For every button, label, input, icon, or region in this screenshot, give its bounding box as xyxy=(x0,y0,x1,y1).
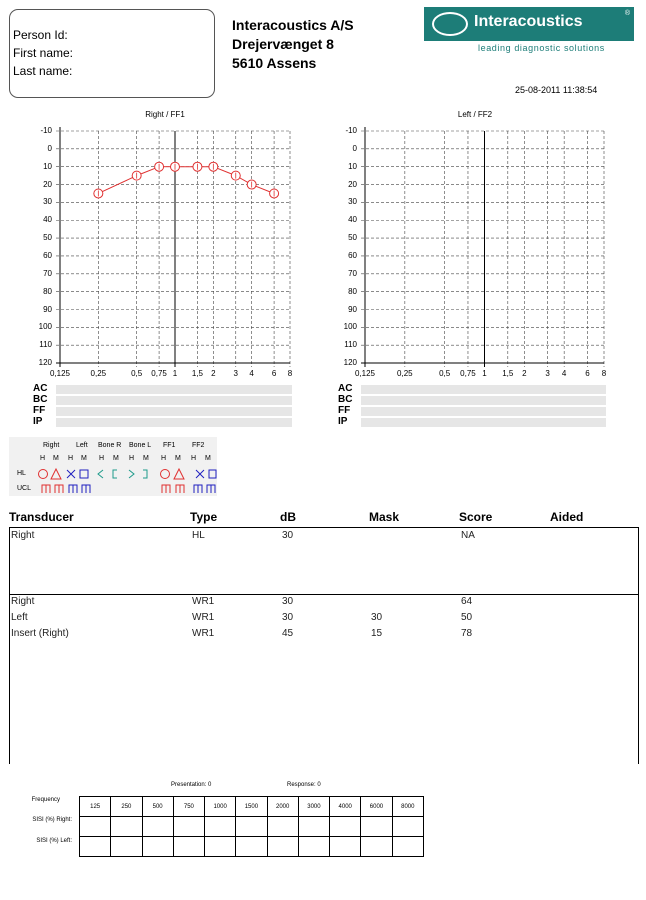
company-logo xyxy=(424,7,634,41)
table-cell: Right xyxy=(11,596,35,607)
y-tick-label: 30 xyxy=(348,197,357,207)
legend-ucl-symbol xyxy=(176,485,184,493)
globe-icon xyxy=(432,12,468,36)
legend-cross-symbol xyxy=(196,470,204,478)
legend-circle-symbol xyxy=(161,470,170,479)
sisi-value-cell xyxy=(236,837,267,857)
y-tick-label: 20 xyxy=(348,179,357,189)
y-tick-label: 90 xyxy=(348,304,357,314)
y-tick-label: 50 xyxy=(43,233,52,243)
y-tick-label: 20 xyxy=(43,179,52,189)
sisi-value-cell xyxy=(361,837,392,857)
sisi-frequency-cell: 500 xyxy=(142,797,173,817)
table-column-header: Aided xyxy=(550,510,584,524)
sisi-value-cell xyxy=(298,817,329,837)
chart-title: Right / FF1 xyxy=(145,110,185,119)
sisi-table xyxy=(79,796,424,857)
table-cell: Insert (Right) xyxy=(11,628,69,639)
sisi-right-row xyxy=(80,817,424,837)
y-tick-label: 110 xyxy=(39,340,52,350)
row-label: BC xyxy=(338,394,353,406)
sisi-value-cell xyxy=(80,817,111,837)
audiogram-left xyxy=(335,110,615,430)
legend-column-header: FF1 xyxy=(163,442,176,449)
x-tick-label: 1,5 xyxy=(502,369,514,379)
x-tick-label: 8 xyxy=(601,369,607,379)
sisi-value-cell xyxy=(142,817,173,837)
legend-sub-header: H xyxy=(40,455,46,462)
legend-bone-symbol xyxy=(129,470,134,478)
sisi-frequency-cell: 1000 xyxy=(205,797,236,817)
sisi-value-cell xyxy=(330,837,361,857)
table-cell: 30 xyxy=(371,612,383,623)
sisi-left-label: SISI (%) Left: xyxy=(36,838,72,844)
sisi-right-label: SISI (%) Right: xyxy=(32,817,72,823)
sisi-frequency-cell: 6000 xyxy=(361,797,392,817)
sisi-presentation: Presentation: 0 xyxy=(171,782,212,788)
table-cell: 30 xyxy=(282,530,294,541)
speech-table-header xyxy=(9,510,639,526)
y-tick-label: 80 xyxy=(43,286,52,296)
audiogram-grid xyxy=(30,110,300,375)
registered-mark: ® xyxy=(624,10,630,17)
y-tick-label: 10 xyxy=(43,161,52,171)
legend-triangle-symbol xyxy=(51,469,61,479)
sisi-value-cell xyxy=(392,817,423,837)
row-label: IP xyxy=(338,416,348,428)
legend-sub-header: M xyxy=(113,455,119,462)
person-id-label: Person Id: xyxy=(13,28,68,42)
sisi-value-cell xyxy=(205,817,236,837)
sisi-value-cell xyxy=(267,837,298,857)
x-tick-label: 4 xyxy=(249,369,254,379)
x-tick-label: 3 xyxy=(233,369,238,379)
x-tick-label: 1 xyxy=(482,369,487,379)
row-label: IP xyxy=(33,416,43,428)
table-cell: WR1 xyxy=(192,612,215,623)
sisi-frequency-cell: 750 xyxy=(173,797,204,817)
x-tick-label: 0,5 xyxy=(439,369,451,379)
row-bar xyxy=(56,407,292,416)
sisi-frequency-cell: 8000 xyxy=(392,797,423,817)
x-tick-label: 0,125 xyxy=(354,369,376,379)
legend-ucl-symbol xyxy=(55,485,63,493)
sisi-frequency-cell: 3000 xyxy=(298,797,329,817)
legend-ucl-symbol xyxy=(207,485,215,493)
table-cell: 45 xyxy=(282,628,294,639)
legend-sub-header: M xyxy=(143,455,149,462)
legend-cross-symbol xyxy=(67,470,75,478)
legend-circle-symbol xyxy=(39,470,48,479)
legend-column-header: FF2 xyxy=(192,442,205,449)
y-tick-label: 100 xyxy=(343,322,357,332)
y-tick-label: 40 xyxy=(348,215,357,225)
sisi-frequency-cell: 250 xyxy=(111,797,142,817)
logo-text: Interacoustics xyxy=(474,13,583,30)
y-tick-label: 60 xyxy=(348,250,357,260)
x-tick-label: 6 xyxy=(271,369,277,379)
x-tick-label: 6 xyxy=(585,369,590,379)
table-cell: NA xyxy=(461,530,475,541)
clinic-city: 5610 Assens xyxy=(232,55,317,71)
legend-sub-header: H xyxy=(129,455,135,462)
legend-sub-header: H xyxy=(191,455,197,462)
sisi-value-cell xyxy=(361,817,392,837)
chart-title: Left / FF2 xyxy=(457,110,493,119)
logo-tagline: leading diagnostic solutions xyxy=(478,43,605,53)
y-tick-label: 0 xyxy=(47,143,52,153)
x-tick-label: 4 xyxy=(561,369,567,379)
last-name-label: Last name: xyxy=(13,64,73,78)
y-tick-label: -10 xyxy=(40,126,52,135)
table-cell: WR1 xyxy=(192,628,215,639)
sisi-value-cell xyxy=(142,837,173,857)
audiogram-right xyxy=(30,110,300,430)
row-bar xyxy=(361,407,606,416)
speech-wr-box xyxy=(9,594,639,764)
row-label: FF xyxy=(33,405,46,417)
y-tick-label: 0 xyxy=(352,143,357,153)
y-tick-label: -10 xyxy=(345,126,357,135)
legend-ucl-symbol xyxy=(69,485,77,493)
y-tick-label: 30 xyxy=(43,197,52,207)
row-label: BC xyxy=(33,394,48,406)
sisi-value-cell xyxy=(173,837,204,857)
legend-column-header: Bone R xyxy=(98,442,122,449)
x-tick-label: 0,25 xyxy=(397,369,413,379)
y-tick-label: 70 xyxy=(43,268,52,278)
y-tick-label: 10 xyxy=(348,161,357,171)
legend-sub-header: M xyxy=(205,455,211,462)
audiogram-grid xyxy=(335,110,614,375)
x-tick-label: 3 xyxy=(545,369,550,379)
table-cell: 30 xyxy=(282,596,294,607)
legend-sub-header: H xyxy=(68,455,74,462)
legend-sub-header: H xyxy=(161,455,167,462)
table-cell: Left xyxy=(11,612,28,623)
table-cell: 78 xyxy=(461,628,473,639)
data-line-segment xyxy=(98,176,136,194)
y-tick-label: 120 xyxy=(343,358,357,368)
sisi-value-cell xyxy=(298,837,329,857)
symbol-legend xyxy=(9,437,217,496)
table-cell: Right xyxy=(11,530,35,541)
legend-square-symbol xyxy=(209,470,216,478)
y-tick-label: 40 xyxy=(43,215,52,225)
legend-bone-symbol xyxy=(113,470,117,478)
sisi-frequency-row xyxy=(80,797,424,817)
table-column-header: Type xyxy=(190,510,218,524)
sisi-frequency-cell: 125 xyxy=(80,797,111,817)
sisi-value-cell xyxy=(392,837,423,857)
table-cell: 15 xyxy=(371,628,383,639)
table-cell: 64 xyxy=(461,596,473,607)
table-column-header: Transducer xyxy=(9,510,74,524)
x-tick-label: 0,75 xyxy=(151,369,167,379)
table-cell: HL xyxy=(192,530,205,541)
y-tick-label: 50 xyxy=(348,233,357,243)
legend-column-header: Left xyxy=(76,442,88,449)
legend-sub-header: M xyxy=(81,455,87,462)
clinic-street: Drejervænget 8 xyxy=(232,36,334,52)
legend-column-header: Right xyxy=(43,442,60,449)
table-cell: 50 xyxy=(461,612,473,623)
row-bar xyxy=(361,385,606,394)
x-tick-label: 2 xyxy=(522,369,527,379)
sisi-value-cell xyxy=(80,837,111,857)
sisi-value-cell xyxy=(111,817,142,837)
legend-symbols xyxy=(9,437,217,496)
patient-info-box xyxy=(9,9,215,98)
legend-ucl-symbol xyxy=(82,485,90,493)
sisi-value-cell xyxy=(236,817,267,837)
legend-sub-header: H xyxy=(99,455,105,462)
table-cell: 30 xyxy=(282,612,294,623)
sisi-response: Response: 0 xyxy=(287,782,321,788)
legend-ucl-symbol xyxy=(42,485,50,493)
speech-hl-box xyxy=(9,527,639,595)
table-column-header: Score xyxy=(459,510,493,524)
x-tick-label: 1,5 xyxy=(191,369,203,379)
x-tick-label: 0,5 xyxy=(131,369,143,379)
legend-sub-header: M xyxy=(53,455,59,462)
legend-triangle-symbol xyxy=(174,469,184,479)
report-datetime: 25-08-2011 11:38:54 xyxy=(515,85,598,95)
row-bar xyxy=(361,418,606,427)
sisi-frequency-cell: 1500 xyxy=(236,797,267,817)
y-tick-label: 120 xyxy=(38,358,52,368)
first-name-label: First name: xyxy=(13,46,74,60)
x-tick-label: 8 xyxy=(287,369,293,379)
legend-ucl-symbol xyxy=(162,485,170,493)
row-label: AC xyxy=(33,383,48,395)
legend-row-label: UCL xyxy=(17,485,32,492)
y-tick-label: 110 xyxy=(344,340,357,350)
legend-bone-symbol xyxy=(143,470,147,478)
table-column-header: dB xyxy=(280,510,296,524)
row-bar xyxy=(361,396,606,405)
legend-bone-symbol xyxy=(98,470,103,478)
sisi-frequency-cell: 4000 xyxy=(330,797,361,817)
sisi-left-row xyxy=(80,837,424,857)
legend-row-label: HL xyxy=(17,470,26,477)
legend-column-header: Bone L xyxy=(129,442,152,449)
x-tick-label: 0,125 xyxy=(49,369,71,379)
y-tick-label: 100 xyxy=(38,322,52,332)
row-bar xyxy=(56,418,292,427)
row-label: AC xyxy=(338,383,353,395)
y-tick-label: 60 xyxy=(43,250,52,260)
row-label: FF xyxy=(338,405,351,417)
sisi-frequency-label: Frequency xyxy=(31,797,60,803)
row-bar xyxy=(56,385,292,394)
x-tick-label: 2 xyxy=(211,369,216,379)
x-tick-label: 1 xyxy=(172,369,178,379)
y-tick-label: 70 xyxy=(348,268,357,278)
x-tick-label: 0,25 xyxy=(90,369,107,379)
clinic-name: Interacoustics A/S xyxy=(232,17,354,33)
table-cell: WR1 xyxy=(192,596,215,607)
legend-ucl-symbol xyxy=(194,485,202,493)
sisi-value-cell xyxy=(173,817,204,837)
sisi-value-cell xyxy=(205,837,236,857)
x-tick-label: 0,75 xyxy=(460,369,476,379)
sisi-value-cell xyxy=(330,817,361,837)
y-tick-label: 80 xyxy=(348,286,357,296)
sisi-frequency-cell: 2000 xyxy=(267,797,298,817)
legend-square-symbol xyxy=(80,470,88,478)
table-column-header: Mask xyxy=(369,510,400,524)
row-bar xyxy=(56,396,292,405)
sisi-value-cell xyxy=(111,837,142,857)
y-tick-label: 90 xyxy=(43,304,52,314)
legend-sub-header: M xyxy=(175,455,181,462)
sisi-value-cell xyxy=(267,817,298,837)
